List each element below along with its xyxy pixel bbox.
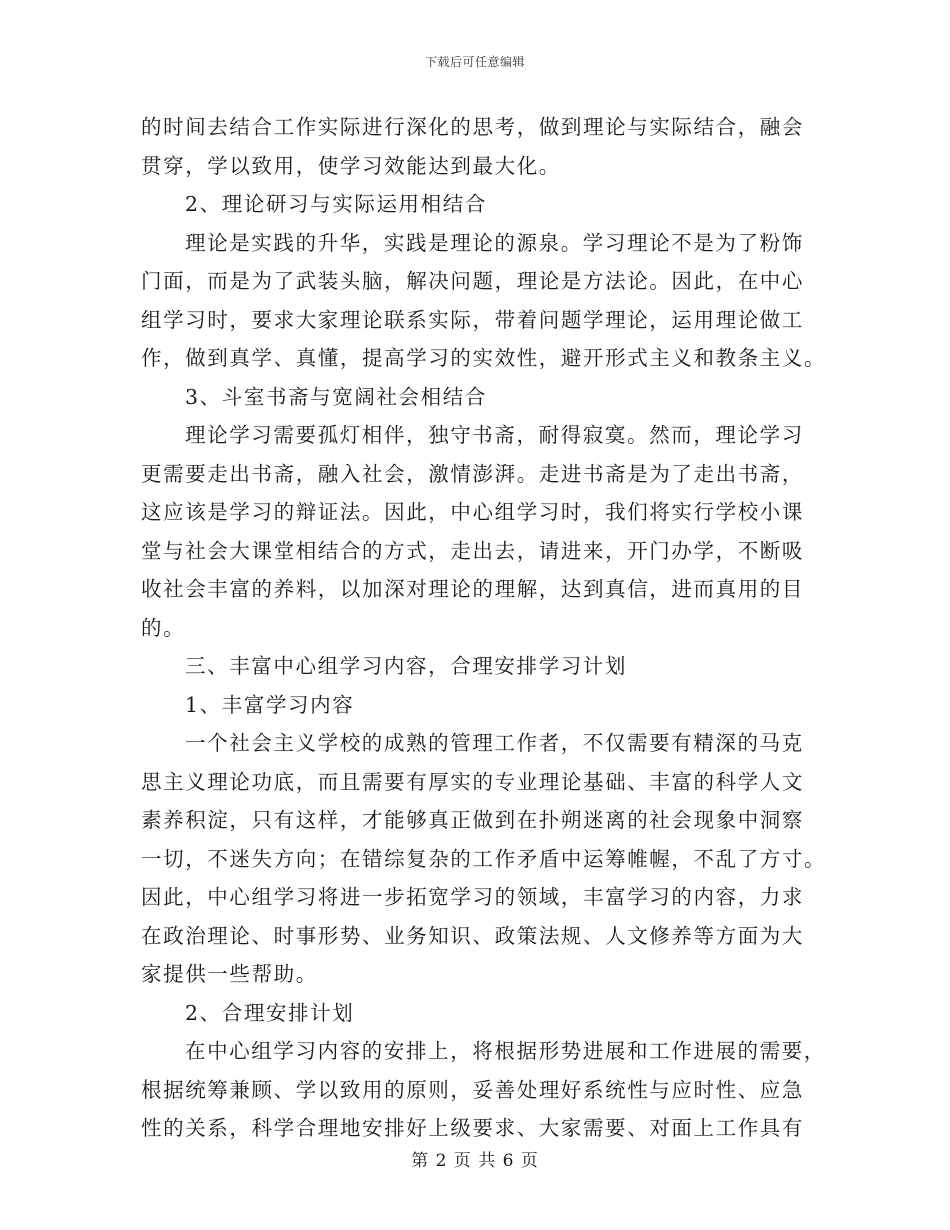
text-line: 在中心组学习内容的安排上，将根据形势进展和工作进展的需要，: [185, 1039, 826, 1063]
text-line: 在政治理论、时事形势、业务知识、政策法规、人文修养等方面为大: [141, 923, 804, 948]
page-header: 下载后可任意编辑: [424, 55, 525, 69]
text-line: 家提供一些帮助。: [141, 962, 318, 986]
text-line: 1、丰富学习内容: [185, 692, 355, 717]
text-line: 组学习时，要求大家理论联系实际，带着问题学理论，运用理论做工: [141, 307, 804, 332]
text-line: 理论是实践的升华，实践是理论的源泉。学习理论不是为了粉饰: [185, 230, 804, 255]
text-line: 这应该是学习的辩证法。因此，中心组学习时，我们将实行学校小课: [141, 500, 804, 524]
text-line: 一切，不迷失方向；在错综复杂的工作矛盾中运筹帷幄，不乱了方寸。: [141, 846, 827, 871]
text-line: 更需要走出书斋，融入社会，激情澎湃。走进书斋是为了走出书斋，: [141, 461, 804, 486]
page-number: 第 2 页 共 6 页: [411, 1151, 539, 1171]
text-line: 2、合理安排计划: [185, 1000, 355, 1025]
text-line: 理论学习需要孤灯相伴，独守书斋，耐得寂寞。然而，理论学习: [185, 423, 804, 447]
text-line: 的时间去结合工作实际进行深化的思考，做到理论与实际结合，融会: [141, 115, 804, 139]
text-line: 的。: [141, 615, 186, 640]
text-line: 根据统筹兼顾、学以致用的原则，妥善处理好系统性与应时性、应急: [141, 1077, 804, 1102]
text-line: 因此，中心组学习将进一步拓宽学习的领域，丰富学习的内容，力求: [141, 885, 804, 909]
text-line: 三、丰富中心组学习内容，合理安排学习计划: [185, 654, 627, 678]
text-line: 作，做到真学、真懂，提高学习的实效性，避开形式主义和教条主义。: [141, 346, 827, 370]
text-line: 性的关系，科学合理地安排好上级要求、大家需要、对面上工作具有: [141, 1116, 804, 1140]
document-body: [141, 108, 827, 1148]
text-line: 2、理论研习与实际运用相结合: [185, 192, 487, 216]
text-line: 一个社会主义学校的成熟的管理工作者，不仅需要有精深的马克: [185, 731, 804, 755]
text-line: 贯穿，学以致用，使学习效能达到最大化。: [141, 153, 561, 178]
text-line: 门面，而是为了武装头脑，解决问题，理论是方法论。因此，在中心: [141, 269, 804, 293]
text-line: 3、斗室书斋与宽阔社会相结合: [185, 384, 487, 409]
text-line: 收社会丰富的养料，以加深对理论的理解，达到真信，进而真用的目: [141, 577, 804, 601]
text-line: 思主义理论功底，而且需要有厚实的专业理论基础、丰富的科学人文: [141, 769, 804, 794]
text-line: 素养积淀，只有这样，才能够真正做到在扑朔迷离的社会现象中洞察: [141, 808, 804, 832]
text-line: 堂与社会大课堂相结合的方式，走出去，请进来，开门办学，不断吸: [141, 538, 804, 563]
